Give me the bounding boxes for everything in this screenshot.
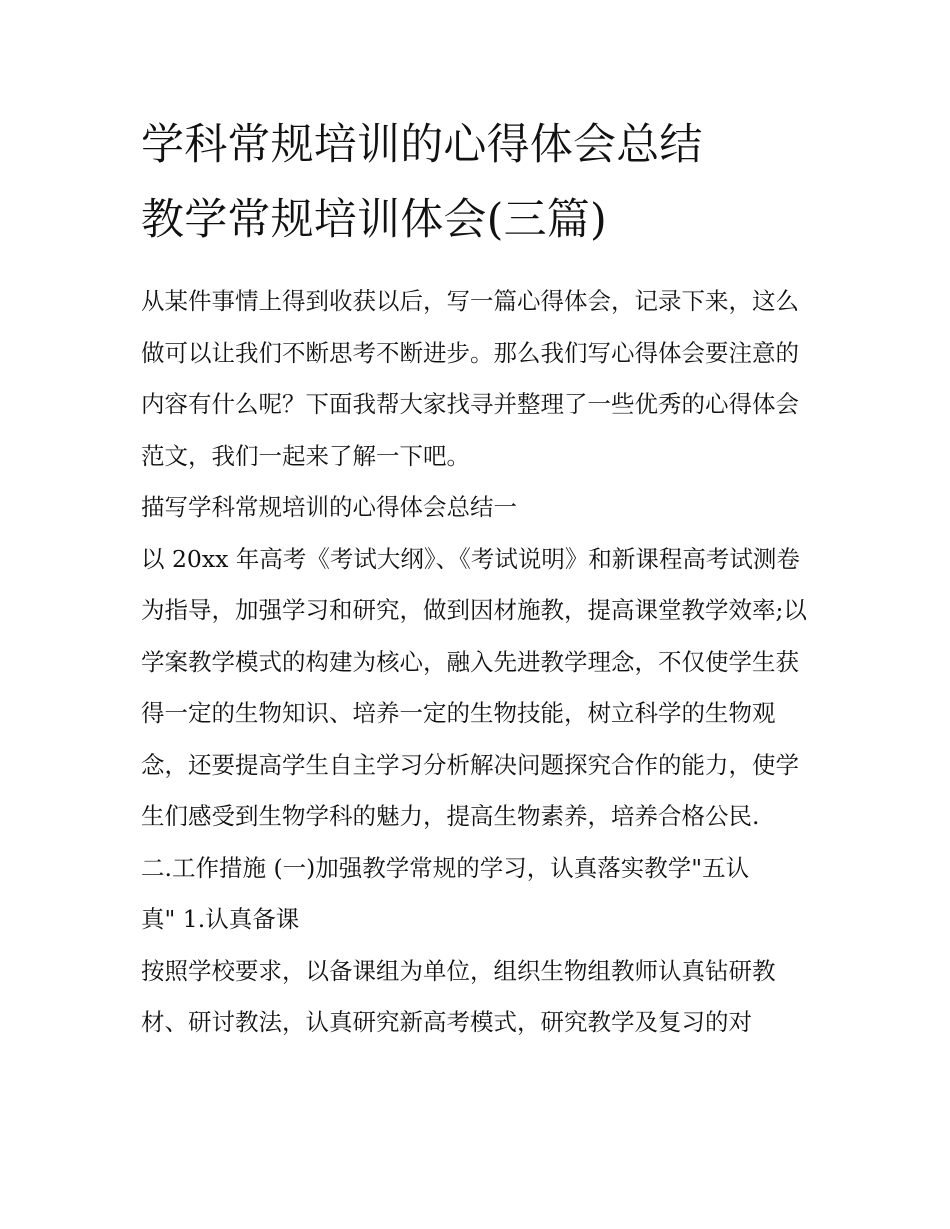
document-content [141,108,813,1049]
body-paragraph-1: 以 20xx 年高考《考试大纲》、《考试说明》和新课程高考试测卷为指导，加强学习和研究，做到因材施教，提高课堂教学效率;以学案教学模式的构建为核心，融入先进教学理念，不仅使学生获得一定的生物知识、培养一定的生物技能，树立科学的生物观念，还要提高学生自主学习分析解决问题探究合作的能力，使学生们感受到生物学科的魅力，提高生物素养，培养合格公民. [141,544,807,830]
intro-paragraph: 从某件事情上得到收获以后，写一篇心得体会，记录下来，这么做可以让我们不断思考不断进步。那么我们写心得体会要注意的内容有什么呢？下面我帮大家找寻并整理了一些优秀的心得体会范文，我们一起来了解一下吧。 [141,287,799,470]
body-paragraph-2: 按照学校要求，以备课组为单位，组织生物组教师认真钻研教材、研讨教法，认真研究新高考模式，研究教学及复习的对 [141,956,776,1036]
section-heading: 描写学科常规培训的心得体会总结一 [141,493,517,521]
document-title [141,108,813,258]
title-line-2: 教学常规培训体会(三篇) [141,195,607,245]
subheading-line-2: 真" 1.认真备课 [141,905,300,933]
title-line-1: 学科常规培训的心得体会总结 [141,120,703,170]
subheading-line-1: 二.工作措施 (一)加强教学常规的学习，认真落实教学"五认 [141,853,750,882]
